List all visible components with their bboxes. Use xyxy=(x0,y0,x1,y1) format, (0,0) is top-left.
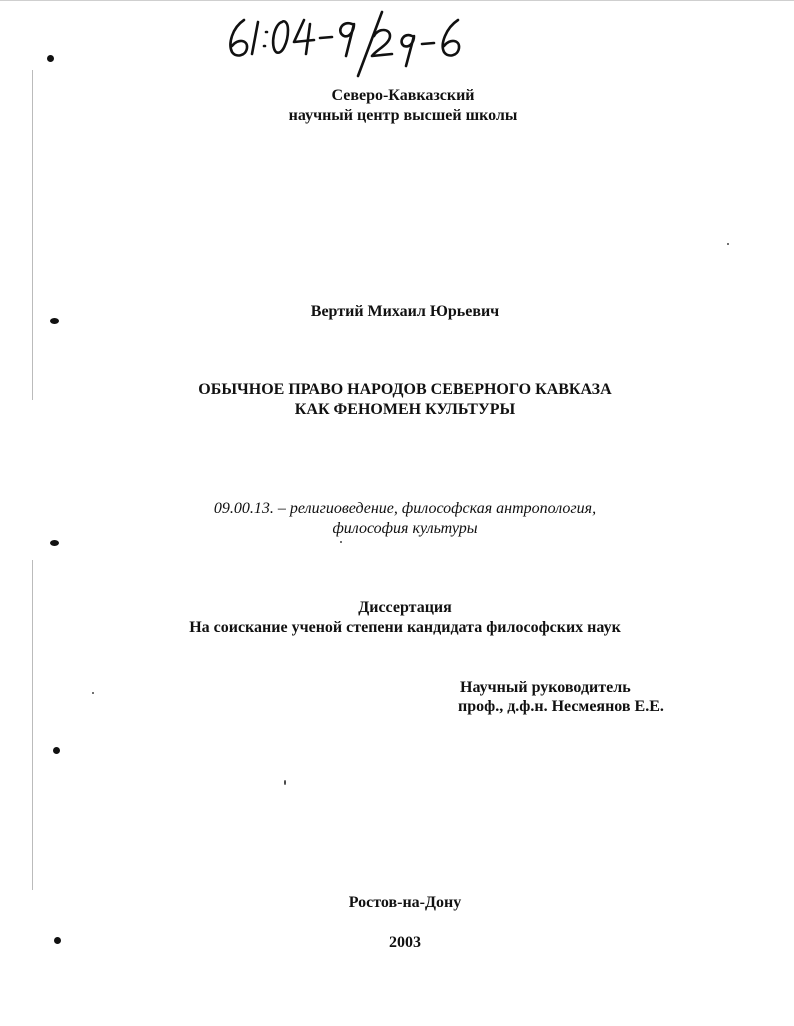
supervisor-label: Научный руководитель xyxy=(460,679,631,696)
scan-speck xyxy=(92,692,94,694)
institution-line-1: Северо-Кавказский xyxy=(331,87,475,104)
top-edge-line xyxy=(0,0,794,1)
specialty-line-2: философия культуры xyxy=(332,520,478,537)
work-type-heading: Диссертация xyxy=(358,599,452,616)
scan-speck xyxy=(727,243,729,245)
year: 2003 xyxy=(389,934,421,951)
scan-speck xyxy=(284,780,286,785)
specialty-line-1: 09.00.13. – религиоведение, философская антропология, xyxy=(213,500,597,517)
dissertation-title-line-1: ОБЫЧНОЕ ПРАВО НАРОДОВ СЕВЕРНОГО КАВКАЗА xyxy=(198,381,612,398)
punch-hole xyxy=(47,55,54,62)
punch-hole xyxy=(53,747,60,754)
dissertation-title-line-2: КАК ФЕНОМЕН КУЛЬТУРЫ xyxy=(294,401,516,418)
city: Ростов-на-Дону xyxy=(348,894,462,911)
handwritten-archive-code xyxy=(222,6,482,82)
institution-line-2: научный центр высшей школы xyxy=(288,107,518,124)
degree-statement: На соискание ученой степени кандидата философских наук xyxy=(189,619,621,636)
scan-speck xyxy=(340,541,342,543)
punch-hole xyxy=(50,540,59,546)
supervisor-name: проф., д.ф.н. Несмеянов Е.Е. xyxy=(458,698,664,715)
author-name: Вертий Михаил Юрьевич xyxy=(310,303,500,320)
